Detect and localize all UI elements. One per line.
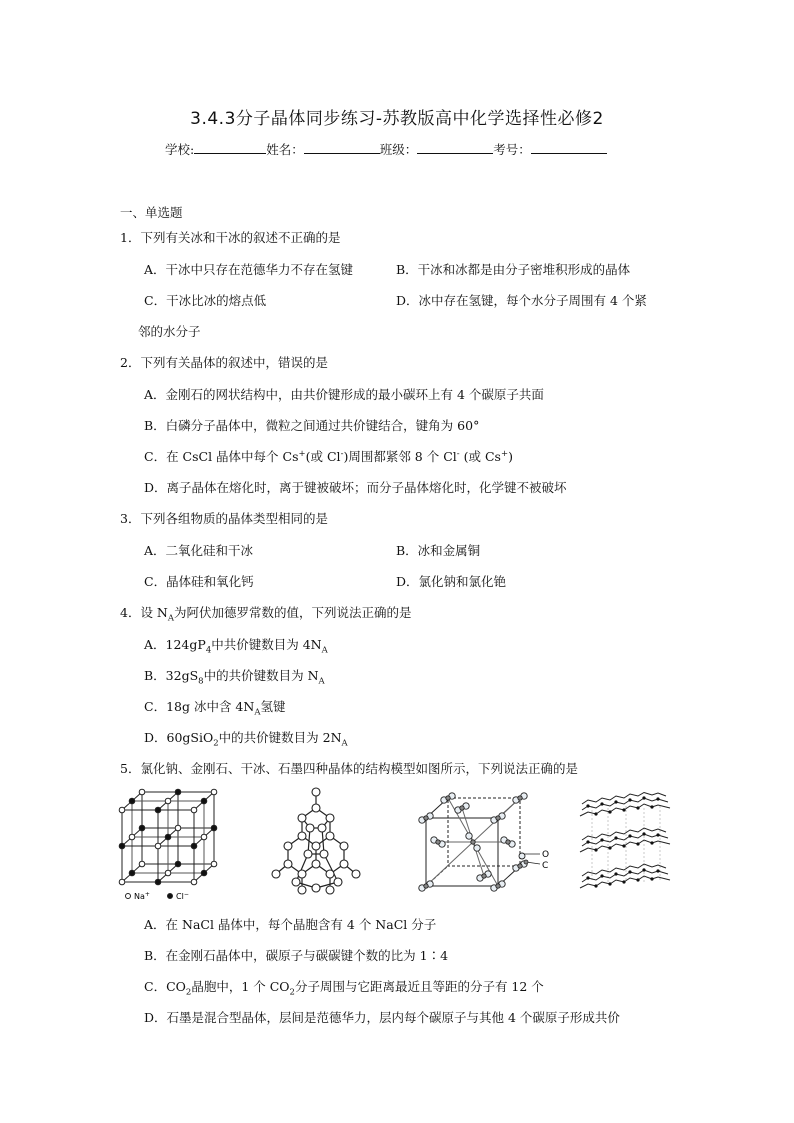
school-field[interactable] (194, 141, 266, 154)
exam-no-field[interactable] (531, 141, 607, 154)
question-1-option-d: D．冰中存在氢键，每个水分子周围有 4 个紧 (396, 293, 647, 308)
question-1-option-b: B．干冰和冰都是由分子密堆积形成的晶体 (396, 262, 631, 277)
question-2-option-a: A．金刚石的网状结构中，由共价键形成的最小碳环上有 4 个碳原子共面 (144, 387, 544, 402)
question-3-option-b: B．冰和金属铜 (396, 543, 481, 558)
question-5-option-c: C．$CO_2$晶胞中，1 个 $CO_2$分子周围与它距离最近且等距的分子有 12 个 (144, 979, 544, 998)
question-3-option-a: A．二氧化硅和干冰 (144, 543, 254, 558)
legend-na-label: Na+ (134, 891, 150, 901)
nacl-crystal-figure (118, 786, 224, 904)
question-1-option-d-cont: 邻的水分子 (138, 324, 201, 339)
question-1-stem: 1．下列有关冰和干冰的叙述不正确的是 (120, 230, 341, 245)
graphite-crystal-figure (578, 792, 674, 892)
name-field[interactable] (304, 141, 380, 154)
question-1-option-c: C．干冰比冰的熔点低 (144, 293, 267, 308)
co2-oxygen-label: O (542, 850, 550, 860)
legend-cl-label: Cl− (176, 891, 189, 901)
question-5-option-b: B．在金刚石晶体中，碳原子与碳碳键个数的比为 1∶4 (144, 948, 449, 963)
question-3-option-c: C．晶体硅和氧化钙 (144, 574, 254, 589)
dry-ice-crystal-figure (418, 790, 578, 894)
question-5-option-d: D．石墨是混合型晶体，层间是范德华力，层内每个碳原子与其他 4 个碳原子形成共价 (144, 1010, 620, 1025)
school-label: 学校: (165, 142, 195, 157)
question-3-stem: 3．下列各组物质的晶体类型相同的是 (120, 511, 328, 526)
question-3-option-d: D．氯化钠和氯化铯 (396, 574, 507, 589)
question-4-option-b: B．$32gS_8$中的共价键数目为 $N_A$ (144, 668, 325, 687)
question-5-stem: 5．氯化钠、金刚石、干冰、石墨四种晶体的结构模型如图所示，下列说法正确的是 (120, 761, 578, 776)
page-title: 3.4.3分子晶体同步练习-苏教版高中化学选择性必修2 (190, 109, 604, 129)
co2-carbon-label: C (542, 861, 549, 871)
question-5-option-a: A．在 NaCl 晶体中，每个晶胞含有 4 个 NaCl 分子 (144, 917, 437, 932)
question-1-option-a: A．干冰中只存在范德华力不存在氢键 (144, 262, 354, 277)
section-heading: 一、单选题 (120, 205, 183, 220)
class-field[interactable] (417, 141, 493, 154)
exam-no-label: 考号： (493, 142, 531, 157)
question-4-option-a: A．$124gP_4$中共价键数目为 $4N_A$ (144, 637, 328, 656)
student-info-line (165, 140, 607, 158)
question-2-option-d: D．离子晶体在熔化时，离于键被破坏；而分子晶体熔化时，化学键不被破坏 (144, 480, 567, 495)
class-label: 班级： (379, 142, 418, 157)
question-4-option-d: D．60gSiO$_2$中的共价键数目为 $2N_A$ (144, 730, 348, 749)
question-4-option-c: C．18g 冰中含 $4N_A$氢键 (144, 699, 286, 718)
question-2-option-c: C．在 CsCl 晶体中每个 Cs+(或 Cl-)周围都紧邻 8 个 Cl- (或 Cs+) (144, 448, 513, 464)
question-4-stem: 4．设 $N_A$为阿伏加德罗常数的值，下列说法正确的是 (120, 605, 412, 624)
name-label: 姓名： (266, 142, 304, 157)
question-2-option-b: B．白磷分子晶体中，微粒之间通过共价键结合，键角为 60° (144, 418, 480, 433)
question-2-stem: 2．下列有关晶体的叙述中，错误的是 (120, 355, 328, 370)
diamond-crystal-figure (266, 784, 366, 900)
